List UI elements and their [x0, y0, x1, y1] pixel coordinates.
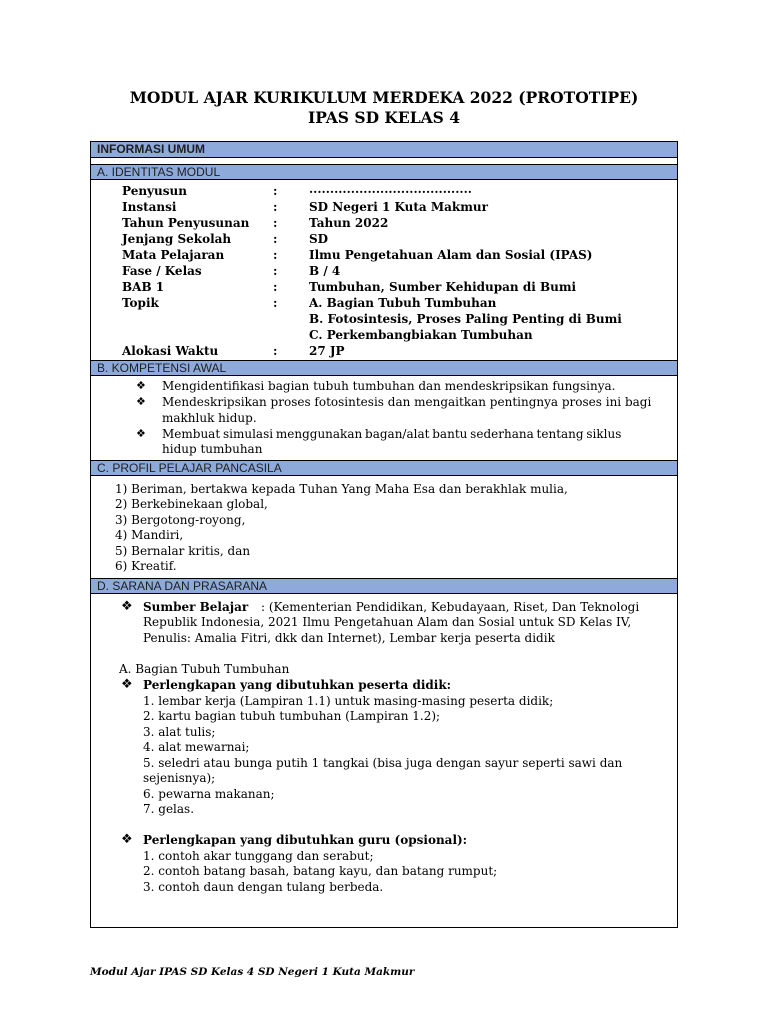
perlengkapan-guru-item: 3. contoh daun dengan tulang berbeda. — [143, 880, 384, 894]
identitas-value: Ilmu Pengetahuan Alam dan Sosial (IPAS) — [309, 248, 593, 262]
sumber-text: : (Kementerian Pendidikan, Kebudayaan, Riset, Dan Teknologi — [261, 600, 640, 614]
perlengkapan-siswa-item: 6. pewarna makanan; — [143, 787, 275, 801]
identitas-label: Instansi — [122, 200, 177, 214]
diamond-bullet-icon: ❖ — [136, 379, 146, 392]
identitas-value: B / 4 — [309, 264, 341, 278]
identitas-label: Fase / Kelas — [122, 264, 202, 278]
profil-item: 5) Bernalar kritis, dan — [115, 544, 251, 558]
identitas-label: Penyusun — [122, 184, 187, 198]
perlengkapan-siswa-item-cont: sejenisnya); — [143, 771, 216, 785]
page-footer: Modul Ajar IPAS SD Kelas 4 SD Negeri 1 Kuta Makmur — [90, 966, 415, 978]
kompetensi-item: Mengidentifikasi bagian tubuh tumbuhan dan mendeskripsikan fungsinya. — [162, 379, 616, 393]
profil-item: 1) Beriman, bertakwa kepada Tuhan Yang Maha Esa dan berakhlak mulia, — [115, 482, 568, 496]
header-identitas-modul: A. IDENTITAS MODUL — [91, 164, 677, 180]
header-profil-pelajar: C. PROFIL PELAJAR PANCASILA — [91, 460, 677, 476]
diamond-bullet-icon: ❖ — [136, 395, 146, 408]
identitas-colon: : — [273, 344, 278, 358]
diamond-bullet-icon: ❖ — [121, 599, 133, 614]
header-informasi-umum: INFORMASI UMUM — [91, 142, 677, 158]
perlengkapan-siswa-item: 3. alat tulis; — [143, 725, 216, 739]
identitas-colon: : — [273, 184, 278, 198]
document-subtitle: IPAS SD KELAS 4 — [307, 108, 460, 127]
header-kompetensi-awal: B. KOMPETENSI AWAL — [91, 360, 677, 376]
perlengkapan-siswa-item: 4. alat mewarnai; — [143, 740, 250, 754]
alokasi-label: Alokasi Waktu — [122, 344, 219, 358]
identitas-colon: : — [273, 296, 278, 310]
perlengkapan-siswa-item: 5. seledri atau bunga putih 1 tangkai (bisa juga dengan sayur seperti sawi dan — [143, 756, 623, 770]
identitas-value: Tumbuhan, Sumber Kehidupan di Bumi — [309, 280, 577, 294]
identitas-colon: : — [273, 232, 278, 246]
kompetensi-item-cont: hidup tumbuhan — [162, 442, 263, 456]
identitas-value: SD Negeri 1 Kuta Makmur — [309, 200, 488, 214]
identitas-value: SD — [309, 232, 329, 246]
perlengkapan-guru-item: 2. contoh batang basah, batang kayu, dan batang rumput; — [143, 864, 498, 878]
kompetensi-item-cont: makhluk hidup. — [162, 411, 257, 425]
document-title: MODUL AJAR KURIKULUM MERDEKA 2022 (PROTOTIPE) — [129, 88, 639, 107]
sumber-text-cont: Republik Indonesia, 2021 Ilmu Pengetahuan Alam dan Sosial untuk SD Kelas IV, — [143, 615, 632, 629]
perlengkapan-siswa-item: 7. gelas. — [143, 802, 195, 816]
identitas-label: Tahun Penyusunan — [122, 216, 250, 230]
sumber-label: Sumber Belajar — [143, 600, 249, 614]
identitas-colon: : — [273, 264, 278, 278]
identitas-colon: : — [273, 248, 278, 262]
perlengkapan-guru-item: 1. contoh akar tunggang dan serabut; — [143, 849, 374, 863]
topik-extra: C. Perkembangbiakan Tumbuhan — [309, 328, 533, 342]
section-a-heading: A. Bagian Tubuh Tumbuhan — [119, 662, 290, 676]
kompetensi-item: Mendeskripsikan proses fotosintesis dan mengaitkan pentingnya proses ini bagi — [162, 395, 652, 409]
module-table — [90, 141, 678, 928]
identitas-value: A. Bagian Tubuh Tumbuhan — [309, 296, 497, 310]
perlengkapan-siswa-heading: Perlengkapan yang dibutuhkan peserta didik: — [143, 678, 452, 692]
topik-extra: B. Fotosintesis, Proses Paling Penting di Bumi — [309, 312, 622, 326]
identitas-colon: : — [273, 216, 278, 230]
identitas-label: BAB 1 — [122, 280, 165, 294]
profil-item: 3) Bergotong-royong, — [115, 513, 246, 527]
identitas-label: Jenjang Sekolah — [122, 232, 232, 246]
diamond-bullet-icon: ❖ — [136, 427, 146, 440]
identitas-colon: : — [273, 200, 278, 214]
sumber-text-cont: Penulis: Amalia Fitri, dkk dan Internet), Lembar kerja peserta didik — [143, 631, 555, 645]
perlengkapan-guru-heading: Perlengkapan yang dibutuhkan guru (opsional): — [143, 833, 468, 847]
profil-item: 6) Kreatif. — [115, 559, 177, 573]
profil-item: 4) Mandiri, — [115, 528, 184, 542]
identitas-label: Mata Pelajaran — [122, 248, 225, 262]
identitas-value: ....................................... — [309, 182, 472, 196]
diamond-bullet-icon: ❖ — [121, 677, 133, 692]
perlengkapan-siswa-item: 1. lembar kerja (Lampiran 1.1) untuk masing-masing peserta didik; — [143, 694, 554, 708]
alokasi-value: 27 JP — [309, 344, 345, 358]
header-sarana-prasarana: D. SARANA DAN PRASARANA — [91, 578, 677, 594]
diamond-bullet-icon: ❖ — [121, 832, 133, 847]
perlengkapan-siswa-item: 2. kartu bagian tubuh tumbuhan (Lampiran 1.2); — [143, 709, 441, 723]
identitas-value: Tahun 2022 — [309, 216, 389, 230]
kompetensi-item: Membuat simulasi menggunakan bagan/alat bantu sederhana tentang siklus — [162, 427, 622, 441]
identitas-label: Topik — [122, 296, 159, 310]
identitas-colon: : — [273, 280, 278, 294]
profil-item: 2) Berkebinekaan global, — [115, 497, 268, 511]
